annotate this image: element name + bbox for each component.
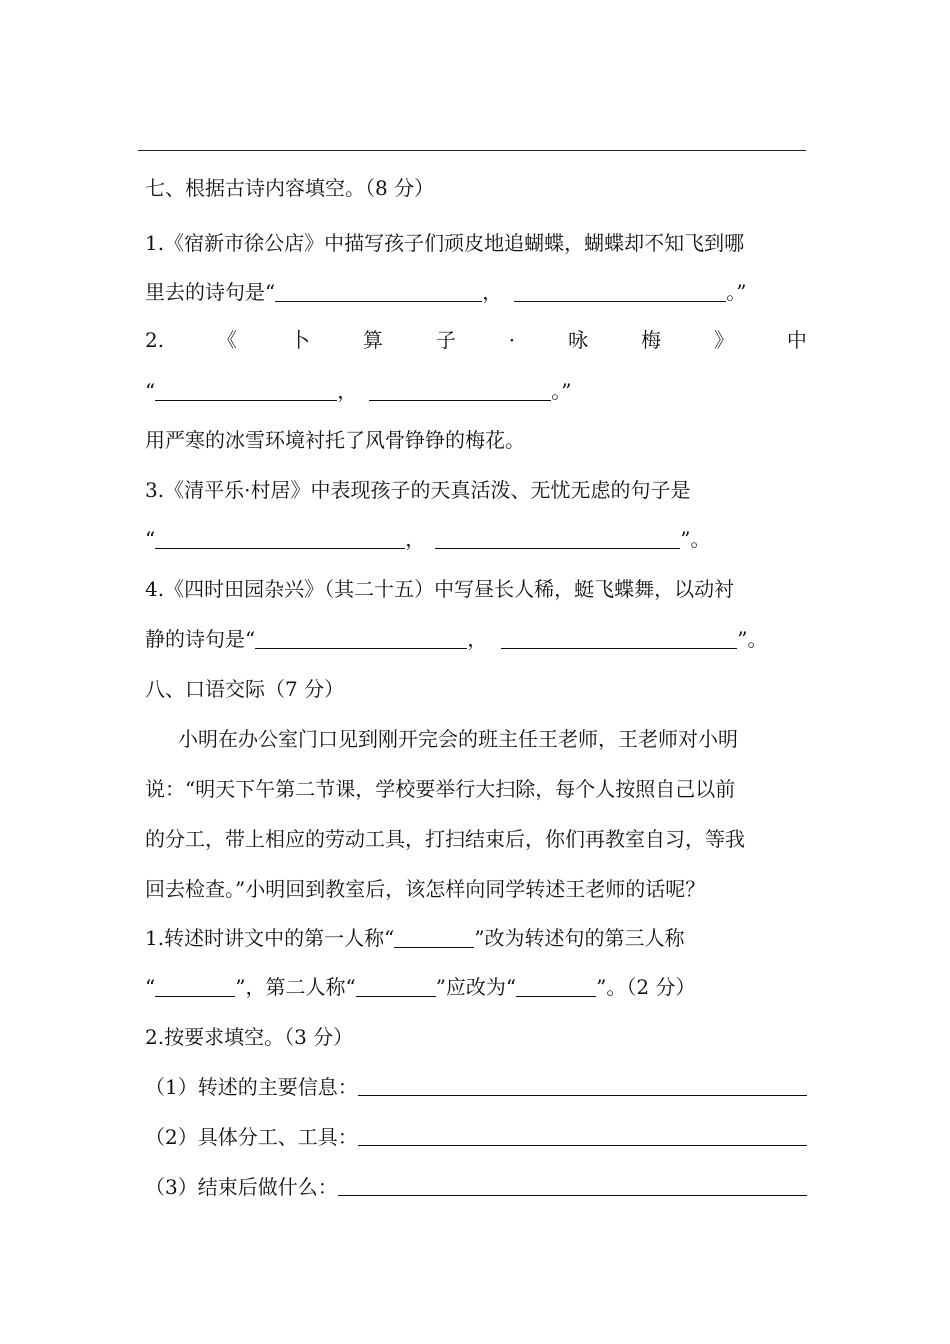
q8-2-blank-division-tools[interactable]: [358, 1125, 807, 1146]
q8-1-blank-changed-to[interactable]: [516, 976, 596, 997]
q8-2-item-2: （2）具体分工、工具：: [145, 1125, 807, 1149]
q7-2-answer-line: “ ， 。”: [145, 379, 572, 403]
q7-3-blank-1[interactable]: [155, 528, 405, 549]
q7-3-answer-line: “ ， ”。: [145, 527, 711, 551]
q8-2-item-1: （1）转述的主要信息：: [145, 1075, 807, 1099]
q8-2-blank-main-info[interactable]: [358, 1075, 807, 1096]
q7-3-blank-2[interactable]: [435, 528, 680, 549]
q8-1-blank-first-person[interactable]: [394, 927, 474, 948]
section-8-title: 八、口语交际（7 分）: [145, 677, 345, 701]
q8-2-blank-after-finish[interactable]: [338, 1175, 807, 1196]
q7-4-blank-2[interactable]: [501, 628, 737, 649]
q8-1-line-2: “ ”，第二人称“ ”应改为“ ”。（2 分）: [145, 975, 696, 999]
q8-1-blank-third-person[interactable]: [155, 976, 235, 997]
q7-3-text: 3.《清平乐·村居》中表现孩子的天真活泼、无忧无虑的句子是: [145, 478, 691, 502]
q7-1-text: 1.《宿新市徐公店》中描写孩子们顽皮地追蝴蝶，蝴蝶却不知飞到哪: [145, 231, 745, 255]
q7-4-blank-1[interactable]: [255, 628, 467, 649]
q8-2-title: 2.按要求填空。（3 分）: [145, 1025, 354, 1049]
scenario-paragraph-line-2: 说：“明天下午第二节课，学校要举行大扫除，每个人按照自己以前: [145, 777, 736, 801]
scenario-paragraph-line-3: 的分工，带上相应的劳动工具，打扫结束后，你们再教室自习，等我: [145, 827, 745, 851]
q8-2-item-3: （3）结束后做什么：: [145, 1175, 807, 1199]
header-rule: [138, 150, 806, 151]
q8-1-blank-second-person[interactable]: [356, 976, 436, 997]
scenario-paragraph-line-4: 回去检查。”小明回到教室后，该怎样向同学转述王老师的话呢？: [145, 877, 706, 901]
q7-2-text-continued: 用严寒的冰雪环境衬托了风骨铮铮的梅花。: [145, 428, 525, 452]
q7-1-answer-line: 里去的诗句是“ ， 。”: [145, 280, 747, 304]
scenario-paragraph-line-1: 小明在办公室门口见到刚开完会的班主任王老师，王老师对小明: [178, 727, 738, 751]
q7-1-blank-1[interactable]: [275, 281, 482, 302]
q7-2-blank-2[interactable]: [369, 380, 551, 401]
q7-4-text: 4.《四时田园杂兴》（其二十五）中写昼长人稀，蜓飞蝶舞，以动衬: [145, 577, 735, 601]
q8-1-line-1: 1.转述时讲文中的第一人称“ ”改为转述句的第三人称: [145, 926, 685, 950]
q7-2-text: 2. 《 卜 算 子 · 咏 梅 》 中: [145, 328, 807, 352]
q7-1-blank-2[interactable]: [514, 281, 726, 302]
q7-4-answer-line: 静的诗句是“ ， ”。: [145, 627, 768, 651]
section-7-title: 七、根据古诗内容填空。（8 分）: [145, 176, 435, 200]
q7-2-blank-1[interactable]: [155, 380, 337, 401]
